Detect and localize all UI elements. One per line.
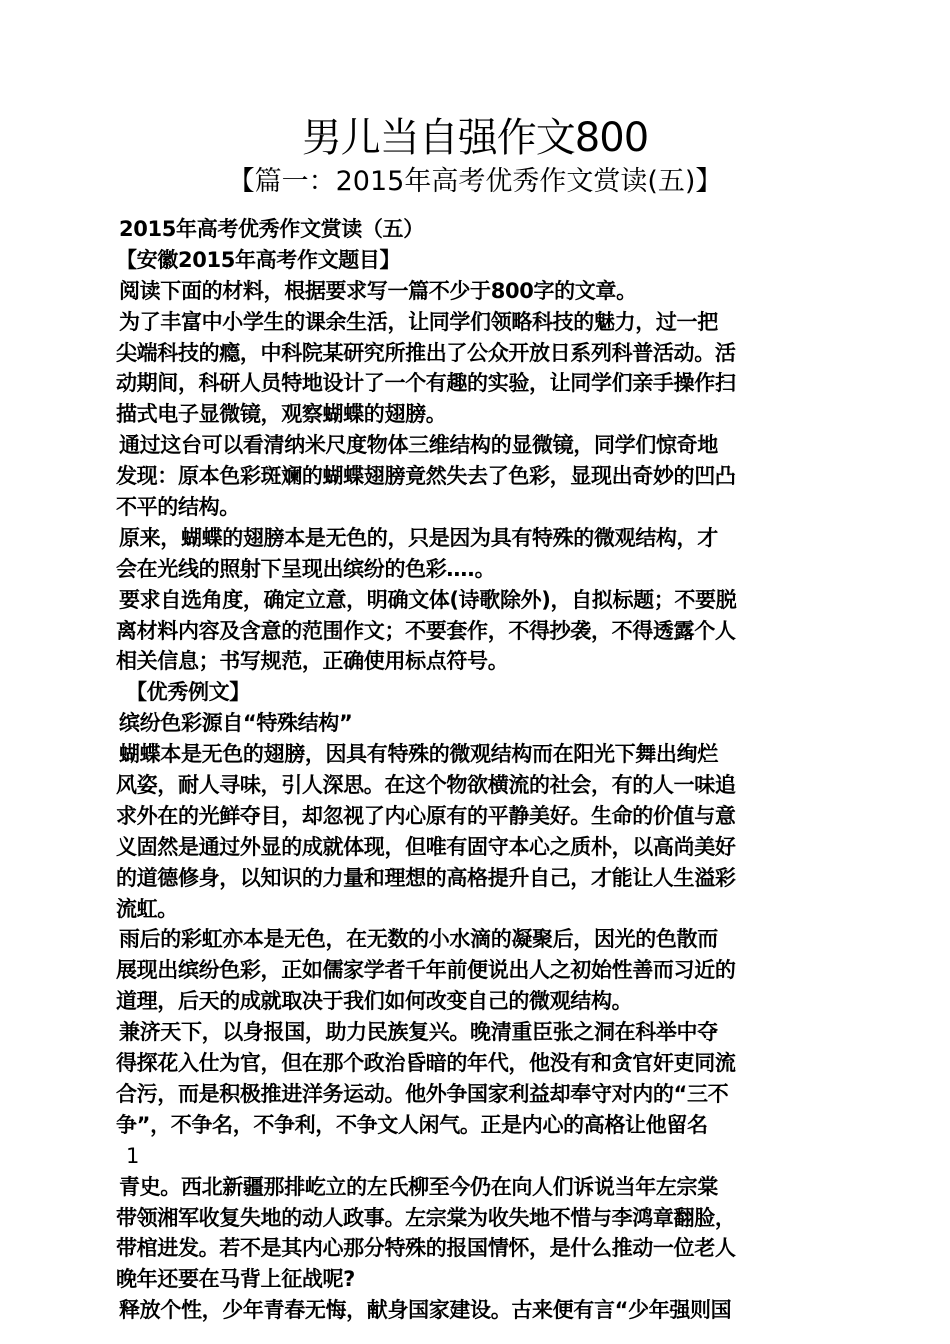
- text-line: 合污，而是积极推进洋务运动。他外争国家利益却奉守对内的“三不: [116, 1081, 729, 1106]
- text-line: 求外在的光鲜夺目，却忽视了内心原有的平静美好。生命的价值与意: [116, 803, 736, 828]
- text-line: 晚年还要在马背上征战呢?: [116, 1267, 355, 1292]
- text-line: 义固然是通过外显的成就体现，但唯有固守本心之质朴，以高尚美好: [116, 834, 736, 859]
- text-line: 蝴蝶本是无色的翅膀，因具有特殊的微观结构而在阳光下舞出绚烂: [119, 742, 718, 767]
- text-line: 不平的结构。: [116, 495, 240, 520]
- document-body: [116, 214, 838, 1326]
- document-subtitle: 【篇一：2015年高考优秀作文赏读(五)】: [227, 166, 723, 197]
- text-line: 带棺进发。若不是其内心那分特殊的报国情怀，是什么推动一位老人: [116, 1236, 736, 1261]
- text-line: 得探花入仕为官，但在那个政治昏暗的年代，他没有和贪官奸吏同流: [116, 1051, 736, 1076]
- text-line: 【安徽2015年高考作文题目】: [116, 247, 401, 272]
- text-line: 流虹。: [116, 896, 178, 921]
- text-line: 缤纷色彩源自“特殊结构”: [119, 711, 353, 736]
- text-line: 离材料内容及含意的范围作文；不要套作，不得抄袭，不得透露个人: [116, 618, 736, 643]
- text-line: 描式电子显微镜，观察蝴蝶的翅膀。: [116, 402, 447, 427]
- text-line: 原来，蝴蝶的翅膀本是无色的，只是因为具有特殊的微观结构，才: [119, 525, 718, 550]
- text-line: 阅读下面的材料，根据要求写一篇不少于800字的文章。: [119, 278, 637, 303]
- text-line: 发现：原本色彩斑斓的蝴蝶翅膀竟然失去了色彩，显现出奇妙的凹凸: [116, 464, 736, 489]
- document-title: 男儿当自强作文800: [301, 115, 649, 161]
- text-line: 【优秀例文】: [126, 680, 250, 705]
- text-line: 青史。西北新疆那排屹立的左氏柳至今仍在向人们诉说当年左宗棠: [119, 1174, 718, 1199]
- text-line: 道理，后天的成就取决于我们如何改变自己的微观结构。: [116, 989, 633, 1014]
- text-line: 释放个性，少年青春无悔，献身国家建设。古来便有言“少年强则国: [119, 1298, 732, 1323]
- text-line: 相关信息；书写规范，正确使用标点符号。: [116, 649, 509, 674]
- text-line: 通过这台可以看清纳米尺度物体三维结构的显微镜，同学们惊奇地: [119, 433, 718, 458]
- text-line: 雨后的彩虹亦本是无色，在无数的小水滴的凝聚后，因光的色散而: [119, 927, 718, 952]
- text-line: 风姿，耐人寻味，引人深思。在这个物欲横流的社会，有的人一味追: [116, 773, 736, 798]
- text-line: 带领湘军收复失地的动人政事。左宗棠为收失地不惜与李鸿章翻脸，: [116, 1205, 736, 1230]
- text-line: 尖端科技的瘾，中科院某研究所推出了公众开放日系列科普活动。活: [116, 340, 736, 365]
- text-line: 展现出缤纷色彩，正如儒家学者千年前便说出人之初始性善而习近的: [116, 958, 736, 983]
- text-line: 兼济天下，以身报国，助力民族复兴。晚清重臣张之洞在科举中夺: [119, 1020, 718, 1045]
- text-line: 会在光线的照射下呈现出缤纷的色彩….。: [116, 556, 496, 581]
- page-number: 1: [126, 1143, 140, 1168]
- text-line: 要求自选角度，确定立意，明确文体(诗歌除外)，自拟标题；不要脱: [119, 587, 737, 612]
- text-line: 争”，不争名，不争利，不争文人闲气。正是内心的高格让他留名: [116, 1112, 708, 1137]
- text-line: 2015年高考优秀作文赏读（五）: [119, 217, 424, 241]
- text-line: 为了丰富中小学生的课余生活，让同学们领略科技的魅力，过一把: [119, 309, 718, 334]
- text-line: 的道德修身，以知识的力量和理想的高格提升自己，才能让人生溢彩: [116, 865, 736, 890]
- text-line: 动期间，科研人员特地设计了一个有趣的实验，让同学们亲手操作扫: [116, 371, 736, 396]
